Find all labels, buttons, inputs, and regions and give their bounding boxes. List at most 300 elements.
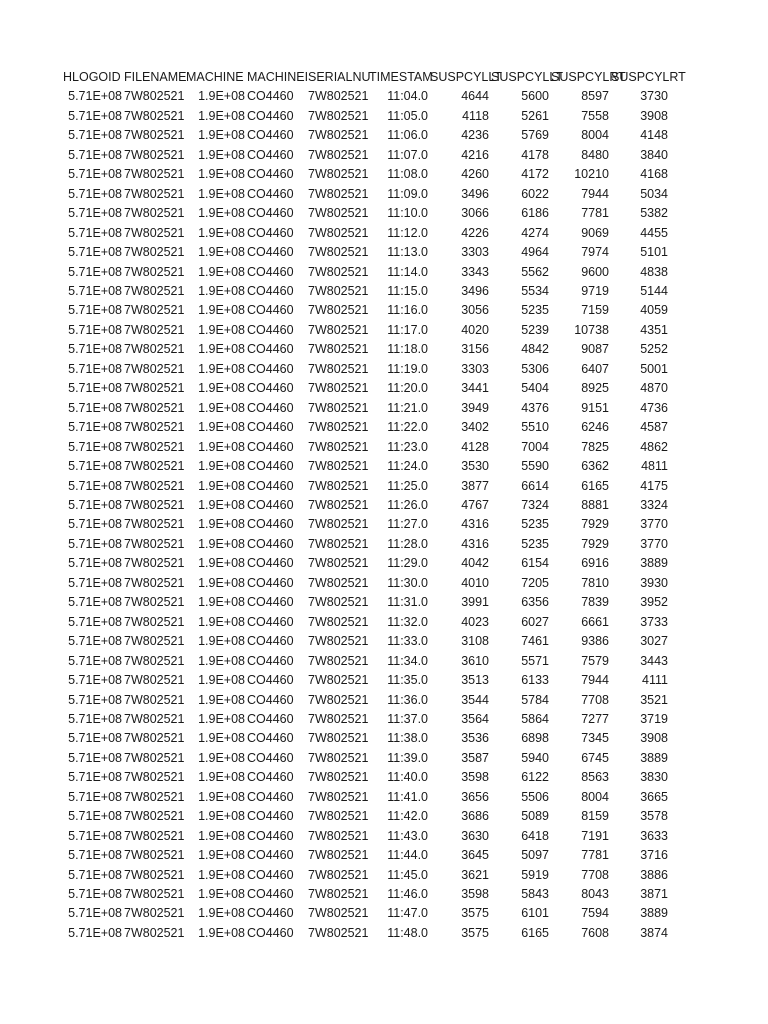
suspcylrt-1-cell: 7608 — [581, 925, 609, 940]
table-row — [63, 632, 670, 651]
timestamp-cell: 11:20.0 — [387, 381, 428, 396]
machine-cell: 1.9E+08 — [198, 906, 245, 921]
hlogoid-cell: 5.71E+08 — [68, 887, 122, 902]
machine-cell: 1.9E+08 — [198, 264, 245, 279]
suspcyllt-1-cell: 4010 — [461, 575, 489, 590]
suspcylrt-2-cell: 3665 — [640, 789, 668, 804]
serial-number-cell: 7W802521 — [308, 789, 369, 804]
table-body — [63, 87, 670, 943]
table-row — [63, 749, 670, 768]
suspcylrt-1-cell: 8881 — [581, 497, 609, 512]
timestamp-cell: 11:36.0 — [387, 692, 428, 707]
hlogoid-cell: 5.71E+08 — [68, 303, 122, 318]
suspcylrt-2-cell: 5382 — [640, 206, 668, 221]
suspcyllt-1-cell: 3598 — [461, 770, 489, 785]
machine-id-cell: CO4460 — [247, 459, 294, 474]
machine-id-cell: CO4460 — [247, 108, 294, 123]
suspcyllt-2-cell: 6022 — [521, 186, 549, 201]
machine-id-cell: CO4460 — [247, 750, 294, 765]
machine-cell: 1.9E+08 — [198, 128, 245, 143]
suspcylrt-1-cell: 7594 — [581, 906, 609, 921]
suspcylrt-1-cell: 7944 — [581, 673, 609, 688]
suspcyllt-1-cell: 3066 — [461, 206, 489, 221]
machine-cell: 1.9E+08 — [198, 711, 245, 726]
header-timestamp: TIMESTAM — [369, 70, 433, 84]
machine-cell: 1.9E+08 — [198, 439, 245, 454]
suspcylrt-1-cell: 6745 — [581, 750, 609, 765]
suspcylrt-1-cell: 8004 — [581, 128, 609, 143]
suspcylrt-1-cell: 7810 — [581, 575, 609, 590]
hlogoid-cell: 5.71E+08 — [68, 381, 122, 396]
machine-id-cell: CO4460 — [247, 517, 294, 532]
hlogoid-cell: 5.71E+08 — [68, 906, 122, 921]
suspcyllt-1-cell: 4316 — [461, 536, 489, 551]
serial-number-cell: 7W802521 — [308, 167, 369, 182]
table-row — [63, 87, 670, 106]
suspcyllt-2-cell: 6898 — [521, 731, 549, 746]
machine-id-cell: CO4460 — [247, 828, 294, 843]
serial-number-cell: 7W802521 — [308, 809, 369, 824]
suspcyllt-2-cell: 7461 — [521, 634, 549, 649]
table-row — [63, 457, 670, 476]
serial-number-cell: 7W802521 — [308, 459, 369, 474]
table-row — [63, 224, 670, 243]
timestamp-cell: 11:37.0 — [387, 711, 428, 726]
suspcyllt-1-cell: 3303 — [461, 245, 489, 260]
machine-cell: 1.9E+08 — [198, 225, 245, 240]
suspcyllt-2-cell: 5534 — [521, 283, 549, 298]
hlogoid-cell: 5.71E+08 — [68, 245, 122, 260]
filename-cell: 7W802521 — [124, 478, 185, 493]
suspcylrt-2-cell: 3908 — [640, 108, 668, 123]
serial-number-cell: 7W802521 — [308, 711, 369, 726]
suspcyllt-2-cell: 4376 — [521, 400, 549, 415]
suspcylrt-1-cell: 6165 — [581, 478, 609, 493]
suspcyllt-2-cell: 5235 — [521, 303, 549, 318]
suspcyllt-1-cell: 3496 — [461, 283, 489, 298]
hlogoid-cell: 5.71E+08 — [68, 186, 122, 201]
filename-cell: 7W802521 — [124, 264, 185, 279]
suspcylrt-1-cell: 7929 — [581, 517, 609, 532]
suspcyllt-1-cell: 3513 — [461, 673, 489, 688]
filename-cell: 7W802521 — [124, 89, 185, 104]
suspcyllt-2-cell: 6614 — [521, 478, 549, 493]
suspcylrt-2-cell: 3770 — [640, 517, 668, 532]
timestamp-cell: 11:45.0 — [387, 867, 428, 882]
machine-id-cell: CO4460 — [247, 303, 294, 318]
table-row — [63, 652, 670, 671]
machine-cell: 1.9E+08 — [198, 575, 245, 590]
filename-cell: 7W802521 — [124, 342, 185, 357]
hlogoid-cell: 5.71E+08 — [68, 89, 122, 104]
suspcylrt-2-cell: 3324 — [640, 497, 668, 512]
suspcyllt-2-cell: 6186 — [521, 206, 549, 221]
suspcyllt-2-cell: 5239 — [521, 322, 549, 337]
suspcyllt-1-cell: 4767 — [461, 497, 489, 512]
machine-cell: 1.9E+08 — [198, 322, 245, 337]
suspcylrt-2-cell: 3521 — [640, 692, 668, 707]
suspcyllt-2-cell: 5919 — [521, 867, 549, 882]
filename-cell: 7W802521 — [124, 595, 185, 610]
suspcylrt-1-cell: 7929 — [581, 536, 609, 551]
filename-cell: 7W802521 — [124, 692, 185, 707]
suspcyllt-2-cell: 5306 — [521, 361, 549, 376]
filename-cell: 7W802521 — [124, 497, 185, 512]
machine-id-cell: CO4460 — [247, 692, 294, 707]
hlogoid-cell: 5.71E+08 — [68, 673, 122, 688]
suspcylrt-1-cell: 7974 — [581, 245, 609, 260]
hlogoid-cell: 5.71E+08 — [68, 711, 122, 726]
serial-number-cell: 7W802521 — [308, 439, 369, 454]
table-row — [63, 710, 670, 729]
suspcyllt-2-cell: 6133 — [521, 673, 549, 688]
table-row — [63, 593, 670, 612]
suspcyllt-1-cell: 4316 — [461, 517, 489, 532]
filename-cell: 7W802521 — [124, 322, 185, 337]
header-filename: FILENAME — [124, 70, 187, 84]
filename-cell: 7W802521 — [124, 459, 185, 474]
timestamp-cell: 11:47.0 — [387, 906, 428, 921]
machine-cell: 1.9E+08 — [198, 828, 245, 843]
filename-cell: 7W802521 — [124, 225, 185, 240]
machine-id-cell: CO4460 — [247, 653, 294, 668]
suspcyllt-2-cell: 5864 — [521, 711, 549, 726]
filename-cell: 7W802521 — [124, 167, 185, 182]
suspcylrt-2-cell: 4059 — [640, 303, 668, 318]
header-serial-number: SERIALNU — [308, 70, 371, 84]
hlogoid-cell: 5.71E+08 — [68, 439, 122, 454]
machine-cell: 1.9E+08 — [198, 303, 245, 318]
timestamp-cell: 11:27.0 — [387, 517, 428, 532]
serial-number-cell: 7W802521 — [308, 147, 369, 162]
serial-number-cell: 7W802521 — [308, 750, 369, 765]
machine-cell: 1.9E+08 — [198, 536, 245, 551]
timestamp-cell: 11:09.0 — [387, 186, 428, 201]
suspcyllt-1-cell: 4042 — [461, 556, 489, 571]
suspcyllt-1-cell: 3598 — [461, 887, 489, 902]
serial-number-cell: 7W802521 — [308, 206, 369, 221]
timestamp-cell: 11:39.0 — [387, 750, 428, 765]
filename-cell: 7W802521 — [124, 381, 185, 396]
hlogoid-cell: 5.71E+08 — [68, 225, 122, 240]
timestamp-cell: 11:24.0 — [387, 459, 428, 474]
timestamp-cell: 11:41.0 — [387, 789, 428, 804]
timestamp-cell: 11:23.0 — [387, 439, 428, 454]
filename-cell: 7W802521 — [124, 108, 185, 123]
suspcylrt-1-cell: 7191 — [581, 828, 609, 843]
suspcylrt-2-cell: 5252 — [640, 342, 668, 357]
timestamp-cell: 11:16.0 — [387, 303, 428, 318]
machine-cell: 1.9E+08 — [198, 556, 245, 571]
machine-cell: 1.9E+08 — [198, 381, 245, 396]
header-suspcyllt-1: SUSPCYLLT — [430, 70, 503, 84]
suspcylrt-2-cell: 4870 — [640, 381, 668, 396]
timestamp-cell: 11:15.0 — [387, 283, 428, 298]
suspcyllt-1-cell: 3108 — [461, 634, 489, 649]
machine-id-cell: CO4460 — [247, 731, 294, 746]
serial-number-cell: 7W802521 — [308, 828, 369, 843]
machine-id-cell: CO4460 — [247, 128, 294, 143]
suspcyllt-1-cell: 4023 — [461, 614, 489, 629]
timestamp-cell: 11:13.0 — [387, 245, 428, 260]
machine-id-cell: CO4460 — [247, 206, 294, 221]
machine-cell: 1.9E+08 — [198, 361, 245, 376]
machine-cell: 1.9E+08 — [198, 167, 245, 182]
hlogoid-cell: 5.71E+08 — [68, 206, 122, 221]
filename-cell: 7W802521 — [124, 245, 185, 260]
suspcylrt-2-cell: 5034 — [640, 186, 668, 201]
suspcylrt-2-cell: 5144 — [640, 283, 668, 298]
suspcylrt-1-cell: 8480 — [581, 147, 609, 162]
filename-cell: 7W802521 — [124, 711, 185, 726]
suspcylrt-2-cell: 4455 — [640, 225, 668, 240]
filename-cell: 7W802521 — [124, 614, 185, 629]
suspcyllt-2-cell: 5562 — [521, 264, 549, 279]
suspcylrt-2-cell: 3889 — [640, 556, 668, 571]
timestamp-cell: 11:04.0 — [387, 89, 428, 104]
suspcyllt-1-cell: 3343 — [461, 264, 489, 279]
suspcyllt-2-cell: 6027 — [521, 614, 549, 629]
suspcylrt-2-cell: 3716 — [640, 848, 668, 863]
suspcylrt-1-cell: 8043 — [581, 887, 609, 902]
suspcylrt-1-cell: 9087 — [581, 342, 609, 357]
suspcylrt-2-cell: 3730 — [640, 89, 668, 104]
hlogoid-cell: 5.71E+08 — [68, 770, 122, 785]
timestamp-cell: 11:35.0 — [387, 673, 428, 688]
suspcylrt-1-cell: 8159 — [581, 809, 609, 824]
serial-number-cell: 7W802521 — [308, 673, 369, 688]
suspcylrt-1-cell: 8597 — [581, 89, 609, 104]
machine-id-cell: CO4460 — [247, 439, 294, 454]
suspcylrt-1-cell: 9069 — [581, 225, 609, 240]
table-row — [63, 554, 670, 573]
hlogoid-cell: 5.71E+08 — [68, 634, 122, 649]
timestamp-cell: 11:34.0 — [387, 653, 428, 668]
machine-id-cell: CO4460 — [247, 381, 294, 396]
suspcyllt-2-cell: 5235 — [521, 536, 549, 551]
hlogoid-cell: 5.71E+08 — [68, 342, 122, 357]
suspcylrt-2-cell: 3830 — [640, 770, 668, 785]
machine-cell: 1.9E+08 — [198, 595, 245, 610]
suspcyllt-2-cell: 4178 — [521, 147, 549, 162]
timestamp-cell: 11:48.0 — [387, 925, 428, 940]
suspcylrt-2-cell: 3578 — [640, 809, 668, 824]
serial-number-cell: 7W802521 — [308, 634, 369, 649]
suspcylrt-1-cell: 9719 — [581, 283, 609, 298]
hlogoid-cell: 5.71E+08 — [68, 147, 122, 162]
table-row — [63, 613, 670, 632]
hlogoid-cell: 5.71E+08 — [68, 517, 122, 532]
suspcylrt-2-cell: 4148 — [640, 128, 668, 143]
suspcyllt-1-cell: 3686 — [461, 809, 489, 824]
suspcyllt-2-cell: 5404 — [521, 381, 549, 396]
hlogoid-cell: 5.71E+08 — [68, 497, 122, 512]
suspcyllt-1-cell: 4118 — [462, 108, 489, 123]
machine-id-cell: CO4460 — [247, 361, 294, 376]
suspcyllt-1-cell: 3991 — [461, 595, 489, 610]
hlogoid-cell: 5.71E+08 — [68, 283, 122, 298]
machine-id-cell: CO4460 — [247, 264, 294, 279]
machine-cell: 1.9E+08 — [198, 692, 245, 707]
suspcylrt-2-cell: 3027 — [640, 634, 668, 649]
suspcyllt-2-cell: 6122 — [521, 770, 549, 785]
machine-id-cell: CO4460 — [247, 887, 294, 902]
suspcyllt-2-cell: 4842 — [521, 342, 549, 357]
suspcylrt-1-cell: 8925 — [581, 381, 609, 396]
suspcyllt-2-cell: 6165 — [521, 925, 549, 940]
hlogoid-cell: 5.71E+08 — [68, 264, 122, 279]
suspcylrt-2-cell: 4351 — [640, 322, 668, 337]
suspcylrt-2-cell: 4736 — [640, 400, 668, 415]
filename-cell: 7W802521 — [124, 673, 185, 688]
table-row — [63, 671, 670, 690]
table-row — [63, 729, 670, 748]
table-row — [63, 243, 670, 262]
timestamp-cell: 11:26.0 — [387, 497, 428, 512]
suspcyllt-1-cell: 3645 — [461, 848, 489, 863]
header-suspcylrt-1: SUSPCYLRT — [551, 70, 626, 84]
serial-number-cell: 7W802521 — [308, 653, 369, 668]
timestamp-cell: 11:19.0 — [387, 361, 428, 376]
suspcyllt-1-cell: 3056 — [461, 303, 489, 318]
suspcylrt-2-cell: 3633 — [640, 828, 668, 843]
machine-cell: 1.9E+08 — [198, 789, 245, 804]
suspcylrt-1-cell: 10210 — [574, 167, 609, 182]
machine-cell: 1.9E+08 — [198, 809, 245, 824]
suspcyllt-1-cell: 3564 — [461, 711, 489, 726]
suspcyllt-2-cell: 6101 — [521, 906, 549, 921]
header-row — [63, 68, 670, 87]
timestamp-cell: 11:22.0 — [387, 420, 428, 435]
header-suspcylrt-2: SUSPCYLRT — [611, 70, 686, 84]
suspcylrt-1-cell: 7708 — [581, 692, 609, 707]
filename-cell: 7W802521 — [124, 634, 185, 649]
suspcylrt-1-cell: 7159 — [581, 303, 609, 318]
machine-id-cell: CO4460 — [247, 497, 294, 512]
filename-cell: 7W802521 — [124, 906, 185, 921]
machine-cell: 1.9E+08 — [198, 283, 245, 298]
machine-cell: 1.9E+08 — [198, 342, 245, 357]
suspcyllt-2-cell: 5843 — [521, 887, 549, 902]
suspcyllt-1-cell: 3156 — [461, 342, 489, 357]
suspcylrt-1-cell: 6407 — [581, 361, 609, 376]
hlogoid-cell: 5.71E+08 — [68, 361, 122, 376]
machine-cell: 1.9E+08 — [198, 108, 245, 123]
machine-id-cell: CO4460 — [247, 342, 294, 357]
machine-id-cell: CO4460 — [247, 147, 294, 162]
serial-number-cell: 7W802521 — [308, 867, 369, 882]
suspcyllt-1-cell: 3536 — [461, 731, 489, 746]
suspcylrt-2-cell: 4862 — [640, 439, 668, 454]
suspcylrt-1-cell: 8563 — [581, 770, 609, 785]
serial-number-cell: 7W802521 — [308, 303, 369, 318]
filename-cell: 7W802521 — [124, 770, 185, 785]
filename-cell: 7W802521 — [124, 303, 185, 318]
timestamp-cell: 11:14.0 — [387, 264, 428, 279]
machine-id-cell: CO4460 — [247, 400, 294, 415]
filename-cell: 7W802521 — [124, 828, 185, 843]
hlogoid-cell: 5.71E+08 — [68, 108, 122, 123]
machine-cell: 1.9E+08 — [198, 653, 245, 668]
suspcylrt-2-cell: 3952 — [640, 595, 668, 610]
suspcylrt-1-cell: 7781 — [581, 206, 609, 221]
machine-id-cell: CO4460 — [247, 225, 294, 240]
serial-number-cell: 7W802521 — [308, 128, 369, 143]
hlogoid-cell: 5.71E+08 — [68, 595, 122, 610]
suspcyllt-2-cell: 5235 — [521, 517, 549, 532]
suspcylrt-1-cell: 7944 — [581, 186, 609, 201]
filename-cell: 7W802521 — [124, 789, 185, 804]
serial-number-cell: 7W802521 — [308, 400, 369, 415]
table-row — [63, 321, 670, 340]
machine-id-cell: CO4460 — [247, 322, 294, 337]
suspcyllt-2-cell: 5510 — [521, 420, 549, 435]
filename-cell: 7W802521 — [124, 128, 185, 143]
serial-number-cell: 7W802521 — [308, 925, 369, 940]
filename-cell: 7W802521 — [124, 809, 185, 824]
suspcylrt-1-cell: 6362 — [581, 459, 609, 474]
filename-cell: 7W802521 — [124, 400, 185, 415]
machine-id-cell: CO4460 — [247, 848, 294, 863]
suspcyllt-2-cell: 5769 — [521, 128, 549, 143]
suspcylrt-2-cell: 4587 — [640, 420, 668, 435]
machine-id-cell: CO4460 — [247, 925, 294, 940]
filename-cell: 7W802521 — [124, 439, 185, 454]
machine-id-cell: CO4460 — [247, 556, 294, 571]
suspcyllt-1-cell: 3441 — [461, 381, 489, 396]
timestamp-cell: 11:28.0 — [387, 536, 428, 551]
machine-id-cell: CO4460 — [247, 186, 294, 201]
machine-id-cell: CO4460 — [247, 283, 294, 298]
suspcylrt-2-cell: 3874 — [640, 925, 668, 940]
hlogoid-cell: 5.71E+08 — [68, 731, 122, 746]
table-row — [63, 904, 670, 923]
header-suspcyllt-2: SUSPCYLLT — [491, 70, 564, 84]
suspcylrt-2-cell: 3930 — [640, 575, 668, 590]
timestamp-cell: 11:44.0 — [387, 848, 428, 863]
machine-cell: 1.9E+08 — [198, 400, 245, 415]
timestamp-cell: 11:31.0 — [387, 595, 428, 610]
serial-number-cell: 7W802521 — [308, 906, 369, 921]
suspcyllt-1-cell: 3877 — [461, 478, 489, 493]
suspcylrt-2-cell: 5101 — [640, 245, 668, 260]
suspcyllt-1-cell: 3544 — [461, 692, 489, 707]
suspcyllt-2-cell: 5590 — [521, 459, 549, 474]
hlogoid-cell: 5.71E+08 — [68, 400, 122, 415]
header-machine: MACHINE — [186, 70, 244, 84]
filename-cell: 7W802521 — [124, 361, 185, 376]
suspcyllt-1-cell: 3630 — [461, 828, 489, 843]
suspcylrt-1-cell: 6916 — [581, 556, 609, 571]
serial-number-cell: 7W802521 — [308, 887, 369, 902]
hlogoid-cell: 5.71E+08 — [68, 692, 122, 707]
machine-id-cell: CO4460 — [247, 595, 294, 610]
machine-cell: 1.9E+08 — [198, 750, 245, 765]
timestamp-cell: 11:18.0 — [387, 342, 428, 357]
suspcylrt-1-cell: 7781 — [581, 848, 609, 863]
machine-id-cell: CO4460 — [247, 478, 294, 493]
suspcyllt-1-cell: 4128 — [461, 439, 489, 454]
machine-cell: 1.9E+08 — [198, 186, 245, 201]
hlogoid-cell: 5.71E+08 — [68, 828, 122, 843]
suspcyllt-1-cell: 4020 — [461, 322, 489, 337]
timestamp-cell: 11:33.0 — [387, 634, 428, 649]
filename-cell: 7W802521 — [124, 731, 185, 746]
suspcyllt-1-cell: 3530 — [461, 459, 489, 474]
table-row — [63, 438, 670, 457]
hlogoid-cell: 5.71E+08 — [68, 925, 122, 940]
machine-id-cell: CO4460 — [247, 89, 294, 104]
